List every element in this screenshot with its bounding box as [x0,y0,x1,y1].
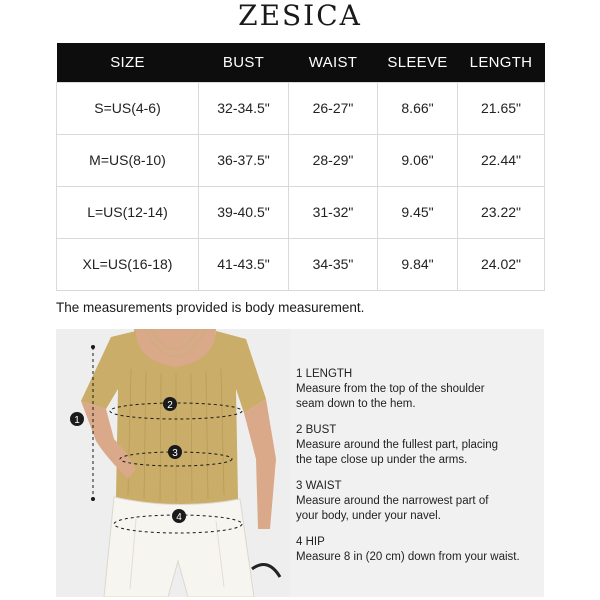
cell-waist: 26-27" [289,82,378,134]
step-length [296,367,556,412]
step-description: Measure around the narrowest part of [296,495,489,507]
step-title: 4 HIP [296,536,325,548]
table-row [57,134,545,186]
svg-text:2: 2 [167,400,173,411]
marker-bust [163,397,177,411]
cell-size: L=US(12-14) [57,186,199,238]
header-bust: BUST [199,43,289,82]
marker-waist [168,445,182,459]
step-description: Measure 8 in (20 cm) down from your waist. [296,551,520,563]
length-line-end [91,497,95,501]
svg-text:4: 4 [176,512,182,523]
cell-waist: 31-32" [289,186,378,238]
cell-size: XL=US(16-18) [57,238,199,290]
model-illustration [56,329,290,597]
step-title: 2 BUST [296,424,337,436]
size-chart-table [56,43,545,291]
marker-hip [172,509,186,523]
cell-size: M=US(8-10) [57,134,199,186]
header-length: LENGTH [458,43,545,82]
table-row [57,186,545,238]
header-size: SIZE [57,43,199,82]
step-title: 3 WAIST [296,480,342,492]
step-bust [296,423,556,468]
marker-length [70,412,84,426]
cell-sleeve: 9.84" [378,238,458,290]
cell-bust: 41-43.5" [199,238,289,290]
cell-waist: 28-29" [289,134,378,186]
cell-waist: 34-35" [289,238,378,290]
svg-text:1: 1 [74,415,80,426]
table-row [57,238,545,290]
step-description: your body, under your navel. [296,510,441,522]
table-header-row [57,43,545,82]
cell-length: 23.22" [458,186,545,238]
cell-bust: 36-37.5" [199,134,289,186]
cell-bust: 39-40.5" [199,186,289,238]
table-row [57,82,545,134]
brand-logo: ZESICA [238,0,362,32]
step-description: Measure from the top of the shoulder [296,383,485,395]
length-line-start [91,345,95,349]
cell-length: 21.65" [458,82,545,134]
cell-sleeve: 8.66" [378,82,458,134]
measurement-instructions [296,367,556,576]
step-description: seam down to the hem. [296,398,416,410]
cell-length: 24.02" [458,238,545,290]
step-hip [296,535,556,565]
cell-size: S=US(4-6) [57,82,199,134]
cell-sleeve: 9.06" [378,134,458,186]
header-sleeve: SLEEVE [378,43,458,82]
step-title: 1 LENGTH [296,368,353,380]
cell-sleeve: 9.45" [378,186,458,238]
measurement-note: The measurements provided is body measurement. [56,300,365,315]
cell-length: 22.44" [458,134,545,186]
step-description: Measure around the fullest part, placing [296,439,499,451]
step-waist [296,479,556,524]
header-waist: WAIST [289,43,378,82]
step-description: the tape close up under the arms. [296,454,468,466]
svg-text:3: 3 [172,448,178,459]
cell-bust: 32-34.5" [199,82,289,134]
